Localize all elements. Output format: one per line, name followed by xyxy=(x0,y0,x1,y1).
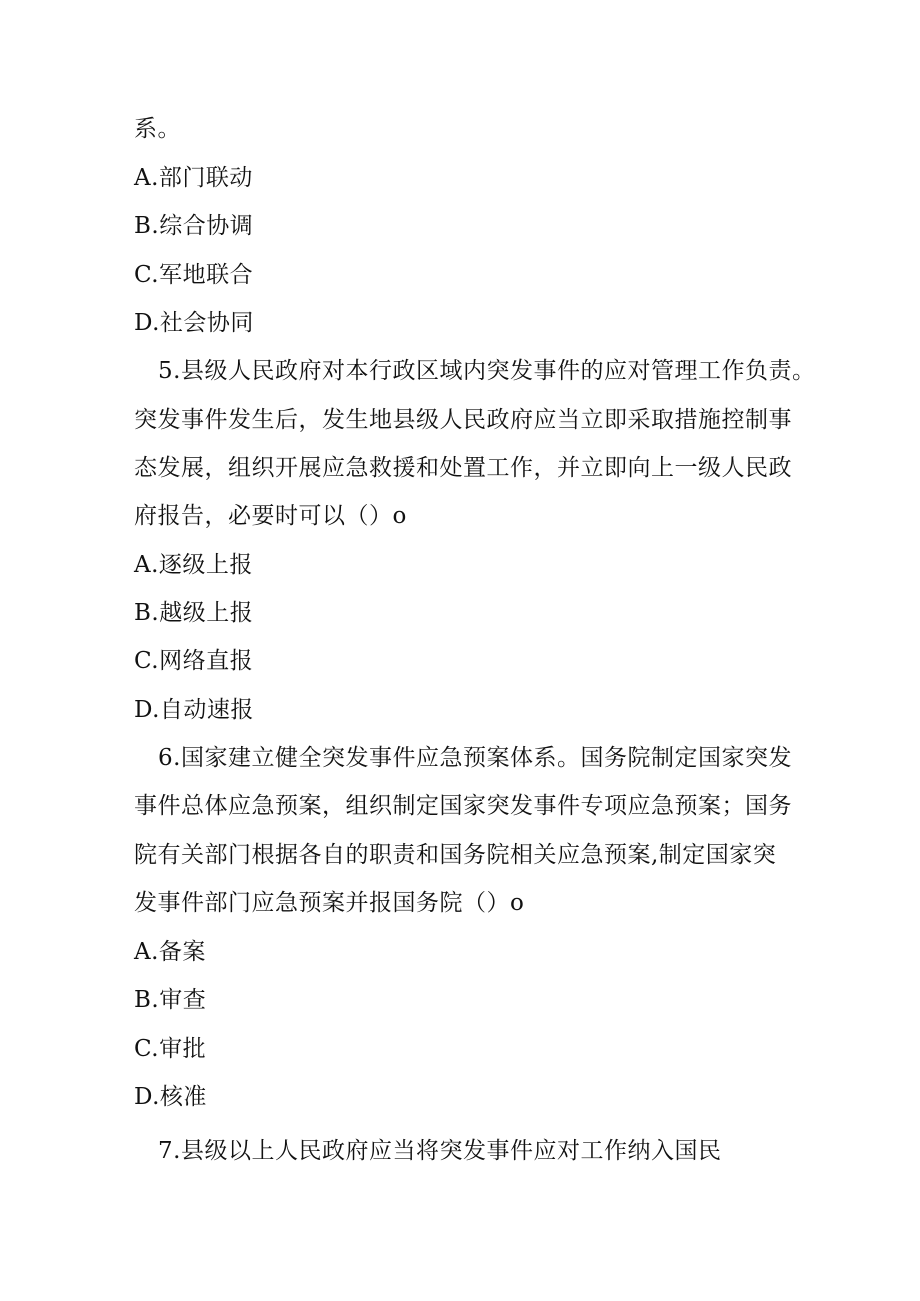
q5-stem-line-3: 态发展，组织开展应急救援和处置工作，并立即向上一级人民政 xyxy=(134,455,792,481)
q5-stem-line-2: 突发事件发生后，发生地县级人民政府应当立即采取措施控制事 xyxy=(134,407,792,433)
q7-stem-line-1: 7.县级以上人民政府应当将突发事件应对工作纳入国民 xyxy=(158,1138,722,1164)
q6-stem-line-3: 院有关部门根据各自的职责和国务院相关应急预案,制定国家突 xyxy=(134,842,777,868)
q4-option-d: D.社会协同 xyxy=(134,310,254,336)
q5-stem-line-4: 府报告，必要时可以（）o xyxy=(134,503,407,529)
q6-option-b: B.审查 xyxy=(134,987,207,1013)
q4-option-a: A.部门联动 xyxy=(134,165,253,191)
q5-option-c: C.网络直报 xyxy=(134,648,254,674)
q6-option-a: A.备案 xyxy=(134,939,206,965)
q6-stem-line-2: 事件总体应急预案，组织制定国家突发事件专项应急预案；国务 xyxy=(134,793,792,819)
q6-option-d: D.核准 xyxy=(134,1084,207,1110)
q5-stem-line-1: 5.县级人民政府对本行政区域内突发事件的应对管理工作负责。 xyxy=(158,358,816,384)
q6-stem-line-1: 6.国家建立健全突发事件应急预案体系。国务院制定国家突发 xyxy=(158,745,792,771)
q4-option-c: C.军地联合 xyxy=(134,262,254,288)
q6-stem-line-4: 发事件部门应急预案并报国务院（）o xyxy=(134,890,525,916)
q5-option-d: D.自动速报 xyxy=(134,697,254,723)
q4-option-b: B.综合协调 xyxy=(134,213,254,239)
text-line-continuation: 系。 xyxy=(134,116,181,142)
q6-option-c: C.审批 xyxy=(134,1036,207,1062)
q5-option-b: B.越级上报 xyxy=(134,600,254,626)
q5-option-a: A.逐级上报 xyxy=(134,552,253,578)
